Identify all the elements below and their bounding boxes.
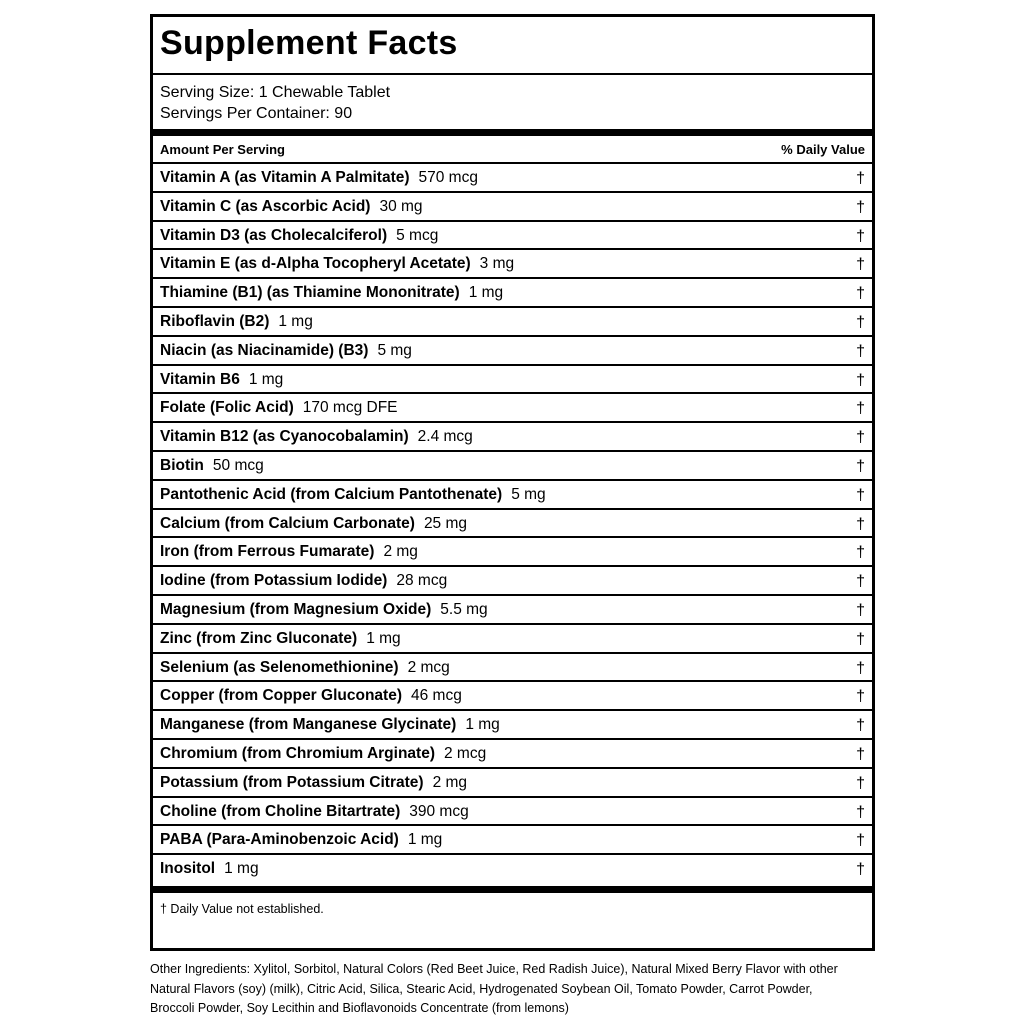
- nutrient-row: [153, 450, 872, 479]
- nutrient-amount: 5 mcg: [396, 226, 439, 244]
- nutrient-name: Iron (from Ferrous Fumarate) 2 mg: [160, 543, 418, 561]
- nutrient-row: [153, 306, 872, 335]
- nutrient-name: Vitamin E (as d-Alpha Tocopheryl Acetate) 3 mg: [160, 255, 515, 273]
- nutrient-name: Copper (from Copper Gluconate) 46 mcg: [160, 687, 462, 705]
- nutrient-name: Potassium (from Potassium Citrate) 2 mg: [160, 773, 468, 791]
- nutrient-row: [153, 623, 872, 652]
- daily-value-mark: †: [856, 601, 865, 619]
- nutrient-name: Chromium (from Chromium Arginate) 2 mcg: [160, 744, 487, 762]
- daily-value-label: % Daily Value: [781, 142, 865, 157]
- nutrient-name: Biotin 50 mcg: [160, 456, 264, 474]
- daily-value-mark: †: [856, 832, 865, 850]
- nutrient-amount: 2 mg: [383, 543, 418, 561]
- column-header: [160, 140, 865, 160]
- daily-value-mark: †: [856, 457, 865, 475]
- daily-value-mark: †: [856, 486, 865, 504]
- nutrient-name: Inositol 1 mg: [160, 860, 259, 878]
- daily-value-mark: †: [856, 198, 865, 216]
- nutrient-amount: 1 mg: [224, 860, 259, 878]
- daily-value-mark: †: [856, 774, 865, 792]
- nutrient-row: [153, 796, 872, 825]
- nutrient-row: [153, 508, 872, 537]
- nutrient-amount: 2.4 mcg: [417, 428, 473, 446]
- nutrient-amount: 1 mg: [468, 284, 504, 302]
- nutrient-name: Selenium (as Selenomethionine) 2 mcg: [160, 658, 450, 676]
- nutrient-amount: 2 mcg: [443, 744, 487, 762]
- nutrient-amount: 30 mg: [379, 197, 423, 215]
- nutrient-row: [153, 709, 872, 738]
- nutrient-name: Zinc (from Zinc Gluconate) 1 mg: [160, 629, 401, 647]
- other-ingredients: Other Ingredients: Xylitol, Sorbitol, Natural Colors (Red Beet Juice, Red Radish Juice), Natural Mixed Berry Flavor with other Natural Flavors (soy) (milk), Citric Acid, Silica, Stearic Acid, Hydrogenated Soybean Oil, Tomato Powder, Carrot Powder, Broccoli Powder, Soy Lecithin and Bioflavonoids Concentrate (from lemons): [150, 962, 838, 1015]
- nutrient-row: [153, 652, 872, 681]
- nutrient-row: [153, 853, 872, 882]
- nutrient-name: Vitamin B12 (as Cyanocobalamin) 2.4 mcg: [160, 428, 473, 446]
- nutrient-row: [153, 680, 872, 709]
- nutrient-row: [153, 162, 872, 191]
- nutrient-name: Vitamin A (as Vitamin A Palmitate) 570 mcg: [160, 169, 478, 186]
- nutrient-amount: 25 mg: [423, 514, 468, 532]
- serving-divider: [153, 129, 872, 136]
- nutrient-name: Vitamin C (as Ascorbic Acid) 30 mg: [160, 197, 423, 215]
- nutrient-amount: 2 mg: [432, 773, 468, 791]
- daily-value-mark: †: [856, 400, 865, 418]
- daily-value-mark: †: [856, 256, 865, 274]
- nutrient-name: Choline (from Choline Bitartrate) 390 mcg: [160, 802, 469, 820]
- nutrient-amount: 570 mcg: [418, 169, 478, 186]
- nutrient-row: [153, 536, 872, 565]
- nutrient-amount: 5 mg: [377, 341, 412, 359]
- daily-value-mark: †: [856, 170, 865, 187]
- nutrient-amount: 3 mg: [479, 255, 515, 273]
- servings-per-container: Servings Per Container: 90: [160, 105, 353, 122]
- nutrient-amount: 1 mg: [407, 831, 443, 849]
- daily-value-mark: †: [856, 515, 865, 533]
- nutrient-amount: 5.5 mg: [440, 600, 488, 618]
- nutrient-name: Niacin (as Niacinamide) (B3) 5 mg: [160, 341, 412, 359]
- daily-value-mark: †: [856, 573, 865, 591]
- nutrient-row: [153, 767, 872, 796]
- footnote: † Daily Value not established.: [160, 902, 324, 916]
- nutrient-row: [153, 594, 872, 623]
- daily-value-mark: †: [856, 285, 865, 303]
- nutrient-row: [153, 824, 872, 853]
- nutrient-row: [153, 335, 872, 364]
- daily-value-mark: †: [856, 313, 865, 331]
- supplement-facts-panel: [150, 14, 875, 951]
- daily-value-mark: †: [856, 371, 865, 389]
- nutrient-name: Manganese (from Manganese Glycinate) 1 mg: [160, 716, 500, 734]
- bottom-divider: [153, 886, 872, 893]
- nutrient-name: PABA (Para-Aminobenzoic Acid) 1 mg: [160, 831, 443, 849]
- daily-value-mark: †: [856, 544, 865, 562]
- nutrient-row: [153, 565, 872, 594]
- nutrient-name: Folate (Folic Acid) 170 mcg DFE: [160, 399, 398, 417]
- nutrient-row: [153, 421, 872, 450]
- daily-value-mark: †: [856, 429, 865, 447]
- nutrient-amount: 1 mg: [278, 312, 313, 330]
- nutrient-amount: 390 mcg: [409, 802, 469, 820]
- nutrient-amount: 50 mcg: [212, 456, 264, 474]
- title-divider: [153, 73, 872, 75]
- nutrient-name: Iodine (from Potassium Iodide) 28 mcg: [160, 572, 448, 590]
- daily-value-mark: †: [856, 659, 865, 677]
- nutrient-name: Riboflavin (B2) 1 mg: [160, 312, 313, 330]
- nutrient-row: [153, 220, 872, 249]
- nutrient-amount: 1 mg: [366, 629, 401, 647]
- nutrient-name: Pantothenic Acid (from Calcium Pantothenate) 5 mg: [160, 485, 546, 503]
- nutrient-name: Thiamine (B1) (as Thiamine Mononitrate) 1 mg: [160, 284, 504, 302]
- daily-value-mark: †: [856, 227, 865, 245]
- daily-value-mark: †: [856, 717, 865, 735]
- nutrient-amount: 46 mcg: [410, 687, 462, 705]
- nutrient-row: [153, 364, 872, 393]
- nutrient-row: [153, 479, 872, 508]
- daily-value-mark: †: [856, 688, 865, 706]
- nutrient-amount: 1 mg: [248, 370, 284, 388]
- nutrient-row: [153, 277, 872, 306]
- nutrient-name: Magnesium (from Magnesium Oxide) 5.5 mg: [160, 600, 488, 618]
- nutrient-name: Calcium (from Calcium Carbonate) 25 mg: [160, 514, 468, 532]
- serving-size: Serving Size: 1 Chewable Tablet: [160, 84, 391, 101]
- nutrient-name: Vitamin B6 1 mg: [160, 370, 284, 388]
- nutrient-list: [153, 162, 872, 882]
- nutrient-row: [153, 392, 872, 421]
- nutrient-name: Vitamin D3 (as Cholecalciferol) 5 mcg: [160, 226, 439, 244]
- nutrient-row: [153, 191, 872, 220]
- nutrient-amount: 5 mg: [511, 485, 546, 503]
- daily-value-mark: †: [856, 803, 865, 821]
- daily-value-mark: †: [856, 342, 865, 360]
- nutrient-amount: 2 mcg: [407, 658, 450, 676]
- daily-value-mark: †: [856, 861, 865, 879]
- amount-per-serving-label: Amount Per Serving: [160, 142, 285, 157]
- panel-title: Supplement Facts: [160, 24, 458, 62]
- nutrient-row: [153, 738, 872, 767]
- daily-value-mark: †: [856, 745, 865, 763]
- nutrient-amount: 28 mcg: [396, 572, 448, 590]
- daily-value-mark: †: [856, 630, 865, 648]
- nutrient-amount: 1 mg: [465, 716, 500, 734]
- nutrient-row: [153, 248, 872, 277]
- nutrient-amount: 170 mcg DFE: [302, 399, 398, 417]
